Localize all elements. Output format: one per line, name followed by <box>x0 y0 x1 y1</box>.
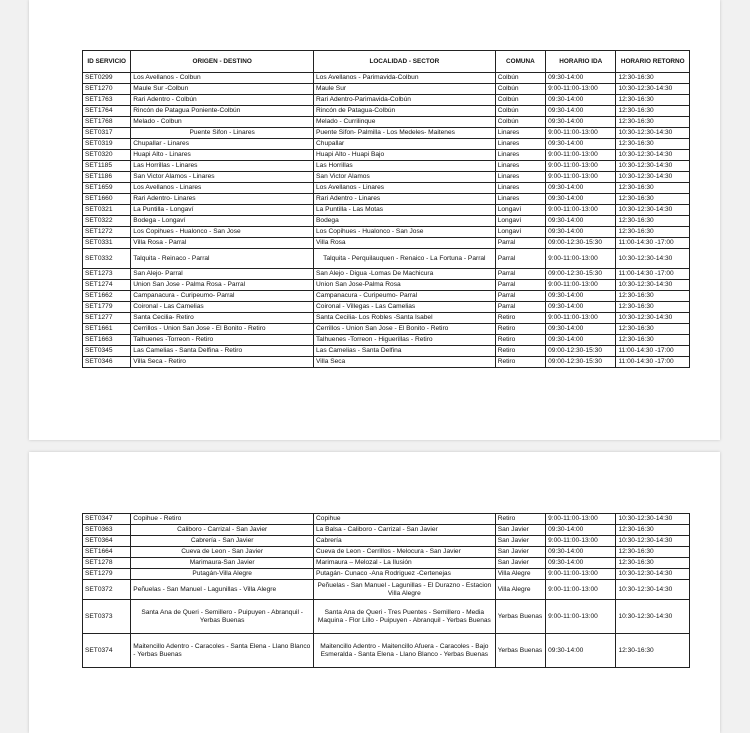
cell-horario-ida: 09:30-14:00 <box>546 194 616 205</box>
cell-id-servicio: SET1186 <box>83 172 131 183</box>
cell-localidad-sector: La Balsa - Caliboro - Carrizal - San Javier <box>314 525 496 536</box>
cell-horario-ida: 09:30-14:00 <box>546 95 616 106</box>
cell-horario-ida: 9:00-11:00-13:00 <box>546 600 616 634</box>
table-row <box>83 73 690 84</box>
cell-horario-ida: 9:00-11:00-13:00 <box>546 128 616 139</box>
cell-horario-ida: 9:00-11:00-13:00 <box>546 580 616 600</box>
cell-origen-destino: Las Horrillas - Linares <box>131 161 314 172</box>
cell-horario-ida: 9:00-11:00-13:00 <box>546 172 616 183</box>
cell-horario-retorno: 10:30-12:30-14:30 <box>616 150 690 161</box>
cell-id-servicio: SET1660 <box>83 194 131 205</box>
cell-origen-destino: Huapi Alto - Linares <box>131 150 314 161</box>
cell-id-servicio: SET1662 <box>83 291 131 302</box>
cell-origen-destino: Cabrería - San Javier <box>131 536 314 547</box>
cell-comuna: Retiro <box>495 346 545 357</box>
cell-origen-destino: Villa Seca - Retiro <box>131 357 314 368</box>
cell-localidad-sector: Cabrería <box>314 536 496 547</box>
cell-localidad-sector: Maule Sur <box>314 84 496 95</box>
cell-localidad-sector: Maitencillo Adentro - Maitencillo Afuera - Caracoles - Bajo Esmeralda - Santa Elena - Llano Blanco - Yerbas Buenas <box>314 634 496 668</box>
cell-horario-retorno: 10:30-12:30-14:30 <box>616 600 690 634</box>
cell-origen-destino: Rincón de Patagua Poniente-Colbún <box>131 106 314 117</box>
cell-id-servicio: SET1279 <box>83 569 131 580</box>
cell-origen-destino: Maitencillo Adentro - Caracoles - Santa Elena - Llano Blanco - Yerbas Buenas <box>131 634 314 668</box>
cell-comuna: Colbún <box>495 95 545 106</box>
cell-horario-ida: 9:00-11:00-13:00 <box>546 514 616 525</box>
cell-horario-retorno: 10:30-12:30-14:30 <box>616 536 690 547</box>
table-row <box>83 357 690 368</box>
cell-comuna: Parral <box>495 238 545 249</box>
cell-localidad-sector: Puente Sifon- Palmilla - Los Medeles- Maitenes <box>314 128 496 139</box>
cell-localidad-sector: Huapi Alto - Huapi Bajo <box>314 150 496 161</box>
cell-comuna: Longaví <box>495 205 545 216</box>
cell-comuna: San Javier <box>495 547 545 558</box>
cell-comuna: Linares <box>495 194 545 205</box>
cell-id-servicio: SET1185 <box>83 161 131 172</box>
cell-horario-retorno: 11:00-14:30 -17:00 <box>616 357 690 368</box>
cell-horario-retorno: 12:30-16:30 <box>616 139 690 150</box>
header-localidad-sector: LOCALIDAD - SECTOR <box>314 51 496 73</box>
document-page-1 <box>29 0 720 440</box>
cell-horario-retorno: 12:30-16:30 <box>616 324 690 335</box>
cell-localidad-sector: Las Camelias - Santa Delfina <box>314 346 496 357</box>
cell-id-servicio: SET1270 <box>83 84 131 95</box>
cell-comuna: Colbún <box>495 106 545 117</box>
cell-origen-destino: Las Camelias - Santa Delfina - Retiro <box>131 346 314 357</box>
cell-origen-destino: San Victor Alamos - Linares <box>131 172 314 183</box>
cell-id-servicio: SET0331 <box>83 238 131 249</box>
table-row <box>83 161 690 172</box>
cell-horario-ida: 9:00-11:00-13:00 <box>546 536 616 547</box>
cell-comuna: Linares <box>495 161 545 172</box>
cell-id-servicio: SET0363 <box>83 525 131 536</box>
cell-localidad-sector: Villa Rosa <box>314 238 496 249</box>
cell-horario-ida: 9:00-11:00-13:00 <box>546 313 616 324</box>
table-row <box>83 280 690 291</box>
cell-localidad-sector: Rari Adentro - Linares <box>314 194 496 205</box>
cell-horario-retorno: 11:00-14:30 -17:00 <box>616 238 690 249</box>
cell-localidad-sector: Rari Adentro-Parimavida-Colbún <box>314 95 496 106</box>
cell-localidad-sector: Los Avellanos - Parimavida-Colbun <box>314 73 496 84</box>
cell-horario-ida: 09:30-14:00 <box>546 73 616 84</box>
header-horario-retorno: HORARIO RETORNO <box>616 51 690 73</box>
cell-localidad-sector: Union San Jose-Palma Rosa <box>314 280 496 291</box>
cell-origen-destino: Maule Sur -Colbun <box>131 84 314 95</box>
cell-comuna: Linares <box>495 128 545 139</box>
table-row <box>83 346 690 357</box>
cell-id-servicio: SET0373 <box>83 600 131 634</box>
cell-origen-destino: Villa Rosa - Parral <box>131 238 314 249</box>
cell-comuna: Parral <box>495 280 545 291</box>
cell-origen-destino: Santa Cecilia- Retiro <box>131 313 314 324</box>
cell-origen-destino: Bodega - Longaví <box>131 216 314 227</box>
cell-comuna: Linares <box>495 172 545 183</box>
cell-horario-retorno: 10:30-12:30-14:30 <box>616 161 690 172</box>
cell-horario-ida: 09:30-14:00 <box>546 558 616 569</box>
cell-comuna: San Javier <box>495 536 545 547</box>
cell-origen-destino: Puente Sifon - Linares <box>131 128 314 139</box>
table-row <box>83 117 690 128</box>
cell-horario-retorno: 12:30-16:30 <box>616 302 690 313</box>
cell-horario-ida: 09:30-14:00 <box>546 117 616 128</box>
cell-origen-destino: Putagán-Villa Alegre <box>131 569 314 580</box>
cell-origen-destino: Caliboro - Carrizal - San Javier <box>131 525 314 536</box>
cell-id-servicio: SET1272 <box>83 227 131 238</box>
cell-localidad-sector: Villa Seca <box>314 357 496 368</box>
document-page-2 <box>29 452 720 733</box>
header-horario-ida: HORARIO IDA <box>546 51 616 73</box>
table-row <box>83 238 690 249</box>
cell-localidad-sector: Marimaura – Melozal - La Ilusión <box>314 558 496 569</box>
cell-localidad-sector: Cerrillos - Union San Jose - El Bonito - Retiro <box>314 324 496 335</box>
cell-horario-retorno: 12:30-16:30 <box>616 291 690 302</box>
cell-horario-retorno: 12:30-16:30 <box>616 634 690 668</box>
cell-localidad-sector: San Victor Alamos <box>314 172 496 183</box>
cell-id-servicio: SET1659 <box>83 183 131 194</box>
cell-origen-destino: Rari Adentro - Colbún <box>131 95 314 106</box>
cell-origen-destino: Peñuelas - San Manuel - Lagunillas - Villa Alegre <box>131 580 314 600</box>
table-row <box>83 525 690 536</box>
table-row <box>83 249 690 269</box>
cell-origen-destino: Copihue - Retiro <box>131 514 314 525</box>
cell-id-servicio: SET0317 <box>83 128 131 139</box>
cell-origen-destino: Chupallar - Linares <box>131 139 314 150</box>
cell-localidad-sector: Cueva de Leon - Cerrillos - Melocura - San Javier <box>314 547 496 558</box>
cell-comuna: Parral <box>495 291 545 302</box>
cell-horario-retorno: 12:30-16:30 <box>616 227 690 238</box>
cell-comuna: Colbún <box>495 73 545 84</box>
schedule-table-page-1 <box>82 50 690 368</box>
cell-horario-retorno: 12:30-16:30 <box>616 194 690 205</box>
cell-comuna: Villa Alegre <box>495 569 545 580</box>
table-row <box>83 106 690 117</box>
cell-horario-retorno: 12:30-16:30 <box>616 216 690 227</box>
cell-localidad-sector: San Alejo - Digua -Lomas De Machicura <box>314 269 496 280</box>
cell-comuna: Villa Alegre <box>495 580 545 600</box>
cell-localidad-sector: Chupallar <box>314 139 496 150</box>
cell-horario-retorno: 10:30-12:30-14:30 <box>616 569 690 580</box>
table-row <box>83 536 690 547</box>
cell-id-servicio: SET1277 <box>83 313 131 324</box>
table-row <box>83 216 690 227</box>
cell-horario-retorno: 10:30-12:30-14:30 <box>616 128 690 139</box>
table-row <box>83 172 690 183</box>
table-row <box>83 139 690 150</box>
table-row <box>83 269 690 280</box>
cell-localidad-sector: Bodega <box>314 216 496 227</box>
cell-id-servicio: SET0364 <box>83 536 131 547</box>
cell-horario-retorno: 10:30-12:30-14:30 <box>616 514 690 525</box>
cell-localidad-sector: Putagán- Cunaco -Ana Rodriguez -Certenejas <box>314 569 496 580</box>
cell-comuna: Yerbas Buenas <box>495 600 545 634</box>
cell-horario-ida: 9:00-11:00-13:00 <box>546 150 616 161</box>
cell-horario-retorno: 12:30-16:30 <box>616 73 690 84</box>
cell-horario-retorno: 10:30-12:30-14:30 <box>616 313 690 324</box>
cell-comuna: San Javier <box>495 558 545 569</box>
cell-origen-destino: Los Copihues - Hualonco - San Jose <box>131 227 314 238</box>
cell-id-servicio: SET0332 <box>83 249 131 269</box>
table-row <box>83 514 690 525</box>
cell-horario-retorno: 12:30-16:30 <box>616 558 690 569</box>
header-comuna: COMUNA <box>495 51 545 73</box>
cell-horario-ida: 09:00-12:30-15:30 <box>546 357 616 368</box>
cell-comuna: Linares <box>495 183 545 194</box>
cell-horario-ida: 09:30-14:00 <box>546 302 616 313</box>
header-id-servicio: ID SERVICIO <box>83 51 131 73</box>
cell-horario-ida: 9:00-11:00-13:00 <box>546 569 616 580</box>
cell-horario-retorno: 10:30-12:30-14:30 <box>616 172 690 183</box>
cell-id-servicio: SET0372 <box>83 580 131 600</box>
cell-comuna: San Javier <box>495 525 545 536</box>
cell-id-servicio: SET1768 <box>83 117 131 128</box>
cell-id-servicio: SET0346 <box>83 357 131 368</box>
cell-origen-destino: Melado - Colbun <box>131 117 314 128</box>
cell-id-servicio: SET1779 <box>83 302 131 313</box>
table-row <box>83 547 690 558</box>
cell-localidad-sector: Santa Cecilia- Los Robles -Santa Isabel <box>314 313 496 324</box>
table-row <box>83 569 690 580</box>
cell-horario-ida: 09:30-14:00 <box>546 335 616 346</box>
table-body-page-2 <box>83 514 690 668</box>
cell-origen-destino: Los Avellanos - Colbun <box>131 73 314 84</box>
cell-comuna: Colbún <box>495 84 545 95</box>
cell-horario-retorno: 12:30-16:30 <box>616 335 690 346</box>
table-row <box>83 558 690 569</box>
table-row <box>83 291 690 302</box>
cell-comuna: Linares <box>495 139 545 150</box>
cell-comuna: Linares <box>495 150 545 161</box>
cell-localidad-sector: Los Copihues - Hualonco - San Jose <box>314 227 496 238</box>
cell-localidad-sector: Melado - Currilinque <box>314 117 496 128</box>
table-row <box>83 580 690 600</box>
table-header-row <box>83 51 690 73</box>
cell-origen-destino: Cerrillos - Union San Jose - El Bonito - Retiro <box>131 324 314 335</box>
table-row <box>83 324 690 335</box>
cell-horario-ida: 09:30-14:00 <box>546 227 616 238</box>
cell-id-servicio: SET0319 <box>83 139 131 150</box>
cell-id-servicio: SET0321 <box>83 205 131 216</box>
table-row <box>83 183 690 194</box>
cell-horario-retorno: 11:00-14:30 -17:00 <box>616 346 690 357</box>
table-row <box>83 150 690 161</box>
cell-localidad-sector: Rincón de Patagua-Colbún <box>314 106 496 117</box>
cell-id-servicio: SET1763 <box>83 95 131 106</box>
table-row <box>83 84 690 95</box>
cell-localidad-sector: Talquita - Perquilauquen - Renaico - La Fortuna - Parral <box>314 249 496 269</box>
cell-horario-ida: 09:00-12:30-15:30 <box>546 346 616 357</box>
cell-origen-destino: San Alejo- Parral <box>131 269 314 280</box>
cell-horario-ida: 09:30-14:00 <box>546 547 616 558</box>
table-row <box>83 128 690 139</box>
cell-horario-ida: 09:30-14:00 <box>546 634 616 668</box>
cell-horario-ida: 9:00-11:00-13:00 <box>546 205 616 216</box>
cell-comuna: Retiro <box>495 324 545 335</box>
cell-origen-destino: Campanacura - Curipeumo- Parral <box>131 291 314 302</box>
cell-localidad-sector: Las Horrillas <box>314 161 496 172</box>
cell-id-servicio: SET1273 <box>83 269 131 280</box>
cell-horario-retorno: 10:30-12:30-14:30 <box>616 249 690 269</box>
cell-id-servicio: SET0374 <box>83 634 131 668</box>
table-row <box>83 205 690 216</box>
cell-horario-retorno: 12:30-16:30 <box>616 183 690 194</box>
cell-horario-ida: 09:30-14:00 <box>546 291 616 302</box>
cell-horario-ida: 09:00-12:30-15:30 <box>546 269 616 280</box>
cell-localidad-sector: Coironal - Villegas - Las Camelias <box>314 302 496 313</box>
cell-origen-destino: Santa Ana de Queri - Semillero - Puipuyen - Abranquil - Yerbas Buenas <box>131 600 314 634</box>
cell-localidad-sector: Copihue <box>314 514 496 525</box>
table-row <box>83 634 690 668</box>
cell-horario-ida: 09:30-14:00 <box>546 525 616 536</box>
cell-horario-retorno: 10:30-12:30-14:30 <box>616 205 690 216</box>
cell-horario-ida: 09:30-14:00 <box>546 324 616 335</box>
cell-origen-destino: Union San Jose - Palma Rosa - Parral <box>131 280 314 291</box>
cell-localidad-sector: La Puntilla - Las Motas <box>314 205 496 216</box>
cell-origen-destino: Rari Adentro- Linares <box>131 194 314 205</box>
cell-comuna: Retiro <box>495 357 545 368</box>
table-row <box>83 227 690 238</box>
cell-id-servicio: SET1664 <box>83 547 131 558</box>
cell-horario-ida: 09:30-14:00 <box>546 139 616 150</box>
cell-horario-ida: 9:00-11:00-13:00 <box>546 161 616 172</box>
cell-horario-retorno: 12:30-16:30 <box>616 117 690 128</box>
cell-comuna: Parral <box>495 302 545 313</box>
cell-localidad-sector: Los Avellanos - Linares <box>314 183 496 194</box>
cell-horario-retorno: 12:30-16:30 <box>616 106 690 117</box>
table-row <box>83 600 690 634</box>
cell-comuna: Retiro <box>495 514 545 525</box>
cell-origen-destino: Talquita - Reinaco - Parral <box>131 249 314 269</box>
cell-horario-retorno: 12:30-16:30 <box>616 547 690 558</box>
cell-comuna: Colbún <box>495 117 545 128</box>
cell-origen-destino: Marimaura-San Javier <box>131 558 314 569</box>
cell-horario-ida: 9:00-11:00-13:00 <box>546 249 616 269</box>
schedule-table-page-2 <box>82 513 690 668</box>
cell-horario-ida: 09:30-14:00 <box>546 216 616 227</box>
cell-id-servicio: SET1663 <box>83 335 131 346</box>
table-row <box>83 302 690 313</box>
cell-id-servicio: SET0345 <box>83 346 131 357</box>
cell-id-servicio: SET1661 <box>83 324 131 335</box>
header-origen-destino: ORIGEN - DESTINO <box>131 51 314 73</box>
cell-horario-retorno: 10:30-12:30-14:30 <box>616 84 690 95</box>
cell-horario-ida: 09:30-14:00 <box>546 183 616 194</box>
cell-horario-ida: 9:00-11:00-13:00 <box>546 84 616 95</box>
cell-horario-ida: 09:00-12:30-15:30 <box>546 238 616 249</box>
cell-origen-destino: Cueva de Leon - San Javier <box>131 547 314 558</box>
cell-origen-destino: Talhuenes -Torreon - Retiro <box>131 335 314 346</box>
cell-comuna: Parral <box>495 269 545 280</box>
cell-localidad-sector: Peñuelas - San Manuel - Lagunillas - El Durazno - Estacion Villa Alegre <box>314 580 496 600</box>
cell-id-servicio: SET1274 <box>83 280 131 291</box>
table-row <box>83 95 690 106</box>
cell-horario-ida: 9:00-11:00-13:00 <box>546 280 616 291</box>
cell-horario-retorno: 10:30-12:30-14:30 <box>616 580 690 600</box>
table-row <box>83 313 690 324</box>
cell-id-servicio: SET0322 <box>83 216 131 227</box>
table-row <box>83 194 690 205</box>
cell-id-servicio: SET1764 <box>83 106 131 117</box>
cell-localidad-sector: Santa Ana de Queri - Tres Puentes - Semillero - Media Maquina - Flor Lillo - Puipuyen - Abranquil - Yerbas Buenas <box>314 600 496 634</box>
cell-horario-retorno: 12:30-16:30 <box>616 525 690 536</box>
cell-comuna: Longaví <box>495 227 545 238</box>
cell-origen-destino: La Puntilla - Longaví <box>131 205 314 216</box>
cell-comuna: Retiro <box>495 313 545 324</box>
cell-localidad-sector: Campanacura - Curipeumo- Parral <box>314 291 496 302</box>
cell-origen-destino: Los Avellanos - Linares <box>131 183 314 194</box>
cell-horario-ida: 09:30-14:00 <box>546 106 616 117</box>
cell-id-servicio: SET0320 <box>83 150 131 161</box>
cell-id-servicio: SET0347 <box>83 514 131 525</box>
cell-horario-retorno: 12:30-16:30 <box>616 95 690 106</box>
cell-id-servicio: SET0299 <box>83 73 131 84</box>
table-body-page-1 <box>83 73 690 368</box>
cell-localidad-sector: Talhuenes -Torreon - Higuerillas - Retiro <box>314 335 496 346</box>
cell-id-servicio: SET1278 <box>83 558 131 569</box>
cell-origen-destino: Coironal - Las Camelias <box>131 302 314 313</box>
cell-comuna: Yerbas Buenas <box>495 634 545 668</box>
cell-horario-retorno: 11:00-14:30 -17:00 <box>616 269 690 280</box>
table-row <box>83 335 690 346</box>
cell-comuna: Parral <box>495 249 545 269</box>
cell-comuna: Retiro <box>495 335 545 346</box>
cell-horario-retorno: 10:30-12:30-14:30 <box>616 280 690 291</box>
cell-comuna: Longaví <box>495 216 545 227</box>
